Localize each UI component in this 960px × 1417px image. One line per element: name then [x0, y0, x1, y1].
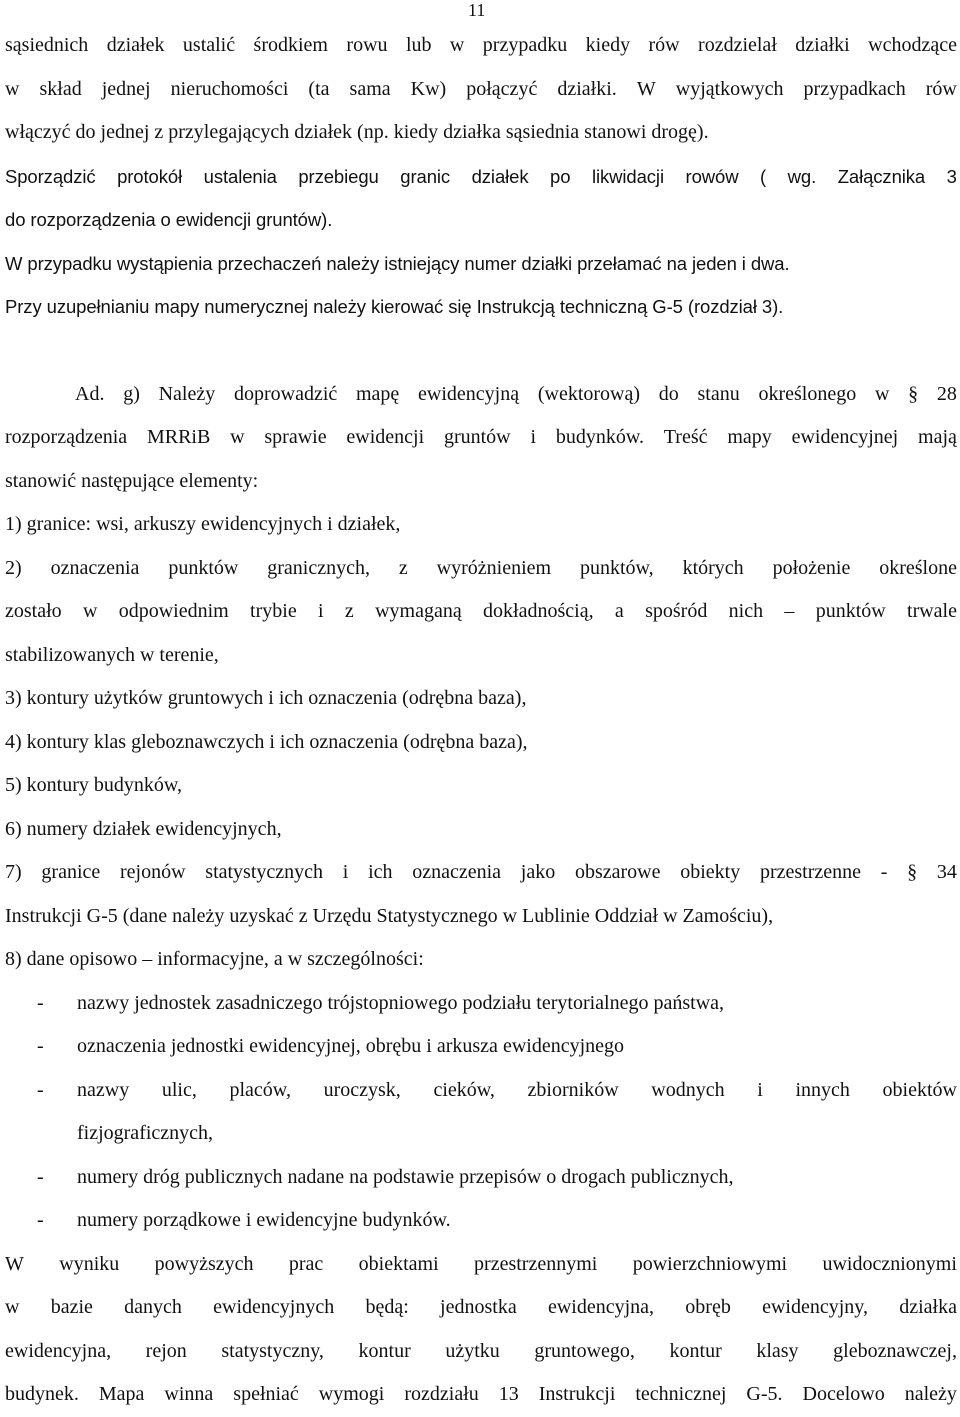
- word: a: [614, 600, 624, 622]
- word: obiektów: [882, 1078, 957, 1101]
- word: w: [82, 600, 98, 622]
- word: przestrzennymi: [474, 1252, 598, 1275]
- text-line: [5, 24, 957, 68]
- word: kontur: [358, 1339, 411, 1362]
- word: działek: [471, 165, 529, 187]
- word: w: [5, 1296, 20, 1318]
- word: mapę: [356, 382, 400, 405]
- word: wymaganą: [375, 600, 462, 622]
- word: 7): [5, 861, 22, 883]
- word: obręb: [685, 1296, 731, 1318]
- list-item: [5, 590, 957, 634]
- word: 2): [5, 556, 22, 579]
- bullet-text: nazwy jednostek zasadniczego trójstopniowego podziału terytorialnego państwa,: [77, 991, 725, 1014]
- word: ulic,: [161, 1078, 197, 1101]
- word: trybie: [250, 600, 297, 622]
- word: mają: [918, 426, 957, 448]
- word: wchodzące: [868, 34, 957, 56]
- word: po: [550, 165, 571, 187]
- bullet-dash: -: [37, 991, 44, 1014]
- word: zostało: [5, 600, 62, 622]
- word: ustalić: [182, 34, 236, 56]
- word: budynków.: [555, 426, 644, 448]
- word: Docelowo: [802, 1383, 885, 1405]
- word: rów: [648, 34, 680, 56]
- bullet-text: oznaczenia jednostki ewidencyjnej, obrębu i arkusza ewidencyjnego: [77, 1035, 625, 1057]
- word: nazwy: [77, 1078, 130, 1101]
- text-line: [5, 416, 957, 460]
- word: sprawie: [264, 426, 327, 448]
- list-item: 6) numery działek ewidencyjnych,: [5, 817, 282, 840]
- word: mapy: [727, 426, 772, 448]
- word: gruntów: [443, 426, 511, 448]
- text-line: [5, 155, 957, 199]
- word: oznaczenia: [50, 556, 140, 579]
- word: 3: [946, 165, 957, 187]
- bullet-text: fizjograficznych,: [77, 1122, 214, 1144]
- word: ewidencyjna,: [547, 1296, 655, 1318]
- list-item: 1) granice: wsi, arkuszy ewidencyjnych i działek,: [5, 513, 401, 535]
- word: G-5.: [746, 1383, 783, 1405]
- word: Treść: [663, 426, 708, 448]
- document-body: [5, 24, 957, 1417]
- paragraph-4: [5, 1243, 957, 1417]
- bullet-dash: -: [37, 1165, 44, 1188]
- word: ustalenia: [203, 165, 277, 187]
- word: technicznej: [635, 1383, 727, 1405]
- word: 28: [936, 382, 957, 405]
- word: środkiem: [253, 34, 328, 56]
- word: rów: [925, 77, 957, 100]
- bullet-dash: -: [37, 1078, 44, 1101]
- word: w: [230, 426, 245, 448]
- word: doprowadzić: [233, 382, 338, 405]
- text-line: [5, 373, 957, 417]
- word: przypadku: [482, 34, 568, 56]
- word: jednej: [101, 77, 151, 100]
- word: protokół: [117, 165, 183, 187]
- word: których: [682, 556, 744, 579]
- word: w: [449, 34, 465, 56]
- word: uwidocznionymi: [822, 1252, 957, 1275]
- text-line: [5, 1373, 957, 1417]
- bullet-item: [5, 1025, 957, 1069]
- word: w: [874, 382, 890, 405]
- page-number: 11: [468, 0, 486, 20]
- word: ich: [368, 861, 393, 883]
- word: jako: [520, 861, 556, 883]
- word: powyższych: [154, 1252, 254, 1275]
- word: Mapa: [98, 1383, 145, 1405]
- word: gruntowego,: [534, 1339, 635, 1362]
- word: Kw): [410, 77, 447, 100]
- word: 13: [498, 1383, 519, 1405]
- word: skład: [39, 77, 82, 100]
- word: odpowiednim: [118, 600, 229, 622]
- word: spośród: [645, 600, 708, 622]
- word: uroczysk,: [323, 1078, 401, 1101]
- text-line: stanowić następujące elementy:: [5, 469, 259, 492]
- word: wyniku: [59, 1252, 120, 1275]
- bullet-text: numery porządkowe i ewidencyjne budynków.: [77, 1209, 451, 1231]
- word: ewidencyjną: [418, 382, 520, 405]
- word: ewidencyjny,: [762, 1296, 868, 1318]
- word: ewidencji: [346, 426, 425, 448]
- word: wyróżnieniem: [436, 556, 552, 579]
- word: rozdzielał: [698, 34, 777, 56]
- word: granicznych,: [267, 556, 370, 579]
- word: obszarowe: [574, 861, 661, 883]
- word: granice: [41, 861, 101, 883]
- word: winna: [164, 1383, 214, 1405]
- word: granic: [400, 165, 451, 187]
- word: ewidencyjnej: [791, 426, 899, 448]
- word: wyjątkowych: [675, 77, 784, 100]
- bullet-text: [77, 1069, 957, 1113]
- word: (: [760, 165, 767, 187]
- word: bazie: [50, 1296, 93, 1318]
- word: (wektorową): [537, 382, 641, 405]
- word: dokładnością,: [483, 600, 594, 622]
- word: -: [880, 861, 888, 883]
- word: rozdziału: [404, 1383, 479, 1405]
- word: statystyczny,: [221, 1339, 324, 1362]
- word: prac: [288, 1252, 324, 1275]
- word: oznaczenia: [412, 861, 502, 883]
- word: 34: [936, 861, 957, 883]
- word: danych: [124, 1296, 182, 1318]
- word: użytku: [445, 1339, 500, 1362]
- word: W: [5, 1252, 24, 1275]
- word: działki.: [557, 77, 617, 100]
- text-line: [5, 1330, 957, 1374]
- word: MRRiB: [146, 426, 211, 448]
- word: §: [908, 382, 919, 405]
- word: przestrzenne: [759, 861, 862, 883]
- text-line: Przy uzupełnianiu mapy numerycznej należy kierować się Instrukcją techniczną G-5 (rozdział 3).: [5, 296, 784, 317]
- word: obiektami: [358, 1252, 439, 1275]
- word: powierzchniowymi: [632, 1252, 788, 1275]
- word: stanu: [697, 382, 740, 405]
- word: Sporządzić: [5, 165, 96, 187]
- bullet-list: [5, 982, 957, 1243]
- word: W: [636, 77, 656, 100]
- word: ewidencyjna,: [5, 1339, 112, 1362]
- word: wymogi: [318, 1383, 385, 1405]
- word: sąsiednich: [5, 34, 89, 56]
- word: rozporządzenia: [5, 426, 128, 448]
- bullet-item: [5, 1199, 957, 1243]
- word: sama: [349, 77, 391, 100]
- word: g): [123, 382, 140, 405]
- word: i: [318, 600, 324, 622]
- word: likwidacji: [591, 165, 664, 187]
- word: do: [658, 382, 679, 405]
- word: –: [784, 600, 795, 622]
- word: i: [757, 1078, 763, 1101]
- word: z: [398, 556, 408, 579]
- word: lub: [405, 34, 432, 56]
- word: Ad.: [75, 382, 105, 405]
- list-item: 4) kontury klas gleboznawczych i ich oznaczenia (odrębna baza),: [5, 730, 528, 753]
- word: rejon: [145, 1339, 187, 1362]
- word: przebiegu: [298, 165, 379, 187]
- word: ewidencyjnych: [213, 1296, 335, 1318]
- list-item: 8) dane opisowo – informacyjne, a w szczególności:: [5, 948, 424, 970]
- word: Załącznika: [837, 165, 926, 187]
- word: wodnych: [651, 1078, 725, 1101]
- element-list: [5, 503, 957, 982]
- bullet-item: [5, 1156, 957, 1200]
- word: §: [907, 861, 918, 883]
- list-item: Instrukcji G-5 (dane należy uzyskać z Urzędu Statystycznego w Lublinie Oddział w Zamościu),: [5, 904, 774, 927]
- word: z: [344, 600, 354, 622]
- word: będą:: [365, 1296, 409, 1318]
- text-line: [5, 1286, 957, 1330]
- word: w: [5, 77, 20, 100]
- word: spełniać: [233, 1383, 299, 1405]
- bullet-text: numery dróg publicznych nadane na podstawie przepisów o drogach publicznych,: [77, 1165, 734, 1188]
- word: rowu: [346, 34, 388, 56]
- bullet-item: [5, 1112, 957, 1156]
- word: statystycznych: [205, 861, 324, 883]
- word: położenie: [772, 556, 851, 579]
- word: połączyć: [466, 77, 538, 100]
- word: punktów,: [579, 556, 654, 579]
- paragraph-3: [5, 373, 957, 504]
- paragraph-1: [5, 24, 957, 155]
- word: klasy: [756, 1339, 799, 1362]
- word: nich: [728, 600, 764, 622]
- list-item: 5) kontury budynków,: [5, 774, 183, 796]
- word: placów,: [229, 1078, 291, 1101]
- word: nieruchomości: [170, 77, 289, 100]
- word: i: [530, 426, 537, 448]
- list-item: 3) kontury użytków gruntowych i ich oznaczenia (odrębna baza),: [5, 687, 527, 709]
- list-item: stabilizowanych w terenie,: [5, 643, 219, 666]
- word: budynek.: [5, 1383, 79, 1405]
- text-line: do rozporządzenia o ewidencji gruntów).: [5, 209, 333, 230]
- word: jednostka: [440, 1296, 517, 1318]
- word: działek: [106, 34, 165, 56]
- paragraph-gap: [5, 329, 957, 373]
- word: należy: [904, 1383, 957, 1405]
- bullet-item: [5, 982, 957, 1026]
- word: punktów: [815, 600, 886, 622]
- word: gleboznawczej,: [833, 1339, 957, 1362]
- word: kiedy: [585, 34, 631, 56]
- word: trwale: [907, 600, 957, 622]
- word: obiekty: [680, 861, 741, 883]
- word: kontur: [669, 1339, 722, 1362]
- word: Należy: [158, 382, 216, 405]
- text-line: włączyć do jednej z przylegających działek (np. kiedy działka sąsiednia stanowi drogę).: [5, 121, 709, 143]
- word: przypadkach: [803, 77, 906, 100]
- word: działki: [795, 34, 850, 56]
- text-line: [5, 1243, 957, 1287]
- list-item: [5, 851, 957, 895]
- word: Instrukcji: [538, 1383, 616, 1405]
- word: zbiorników: [527, 1078, 619, 1101]
- word: wg.: [787, 165, 817, 187]
- text-line: [5, 68, 957, 112]
- word: i: [342, 861, 349, 883]
- list-item: [5, 547, 957, 591]
- word: określone: [879, 556, 957, 579]
- word: (ta: [308, 77, 330, 100]
- bullet-dash: -: [37, 1209, 44, 1231]
- word: cieków,: [433, 1078, 495, 1101]
- text-line: W przypadku wystąpienia przechaczeń należy istniejący numer działki przełamać na jeden i dwa.: [5, 252, 790, 274]
- word: innych: [795, 1078, 850, 1101]
- word: punktów: [168, 556, 239, 579]
- bullet-dash: -: [37, 1035, 44, 1057]
- word: działka: [899, 1296, 957, 1318]
- word: rejonów: [120, 861, 186, 883]
- bullet-item: [5, 1069, 957, 1113]
- paragraph-2: [5, 155, 957, 329]
- word: określonego: [758, 382, 857, 405]
- word: rowów: [685, 165, 739, 187]
